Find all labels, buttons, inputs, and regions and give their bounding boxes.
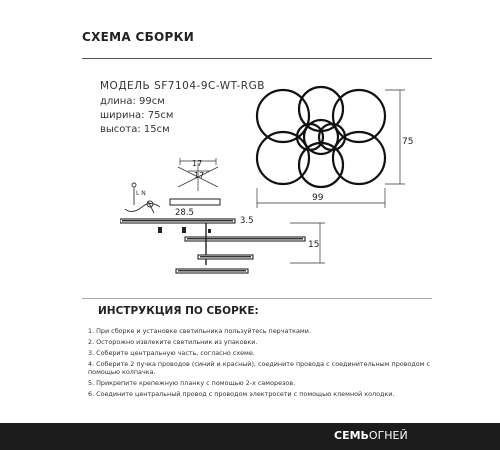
divider — [82, 58, 432, 59]
instruction-step: 5. Прикрепите крепежную планку с помощью 2-х саморезов. — [88, 379, 296, 387]
footer-bar — [0, 423, 500, 450]
arm-bar-shade — [122, 220, 233, 222]
divider — [82, 298, 432, 299]
screw — [208, 229, 211, 233]
instructions-title: ИНСТРУКЦИЯ ПО СБОРКЕ: — [98, 305, 259, 317]
dim-d-label: 3.5 — [240, 216, 254, 226]
model-name: МОДЕЛЬ SF7104-9C-WT-RGB — [100, 80, 265, 92]
spec-height: высота: 15см — [100, 124, 170, 135]
page-title: СХЕМА СБОРКИ — [82, 30, 195, 44]
spec-length: длина: 99см — [100, 96, 165, 107]
instructions-list — [88, 327, 438, 401]
brand-logo — [334, 429, 408, 442]
dim-width-label: 99 — [312, 193, 324, 203]
instruction-step: 1. При сборке и установке светильника пользуйтесь перчатками. — [88, 327, 311, 335]
mounting-plate — [170, 199, 220, 205]
dim-depth-label: 15 — [308, 240, 320, 250]
dim-b-label: 17 — [194, 171, 205, 180]
instruction-step: 6. Соедините центральный провод с проводом электросети с помощью клемной колодки. — [88, 390, 395, 398]
dim-height-label: 75 — [402, 137, 414, 147]
dim-a-label: 17 — [192, 159, 203, 168]
lamp-side-view-drawing — [120, 155, 335, 290]
wire-connector-label: L N — [136, 190, 146, 197]
brand-logo-bold: СЕМЬ — [334, 429, 369, 442]
arm-bar-shade — [187, 238, 303, 240]
dim-c-label: 28.5 — [175, 208, 194, 218]
arm-bar-shade — [200, 256, 251, 258]
brand-logo-light: ОГНЕЙ — [368, 429, 408, 442]
arm-bar-shade — [178, 270, 246, 272]
screw — [158, 227, 162, 233]
instruction-step: 4. Соберите 2 пучка проводов (синий и красный), соедините провода с соединительным проводом с помощью колпачка. — [88, 360, 431, 376]
spec-width: ширина: 75см — [100, 110, 174, 121]
instruction-step: 3. Соберите центральную часть, согласно схеме. — [88, 349, 255, 357]
instruction-step: 2. Осторожно извлеките светильник из упаковки. — [88, 338, 258, 346]
screw — [182, 227, 186, 233]
